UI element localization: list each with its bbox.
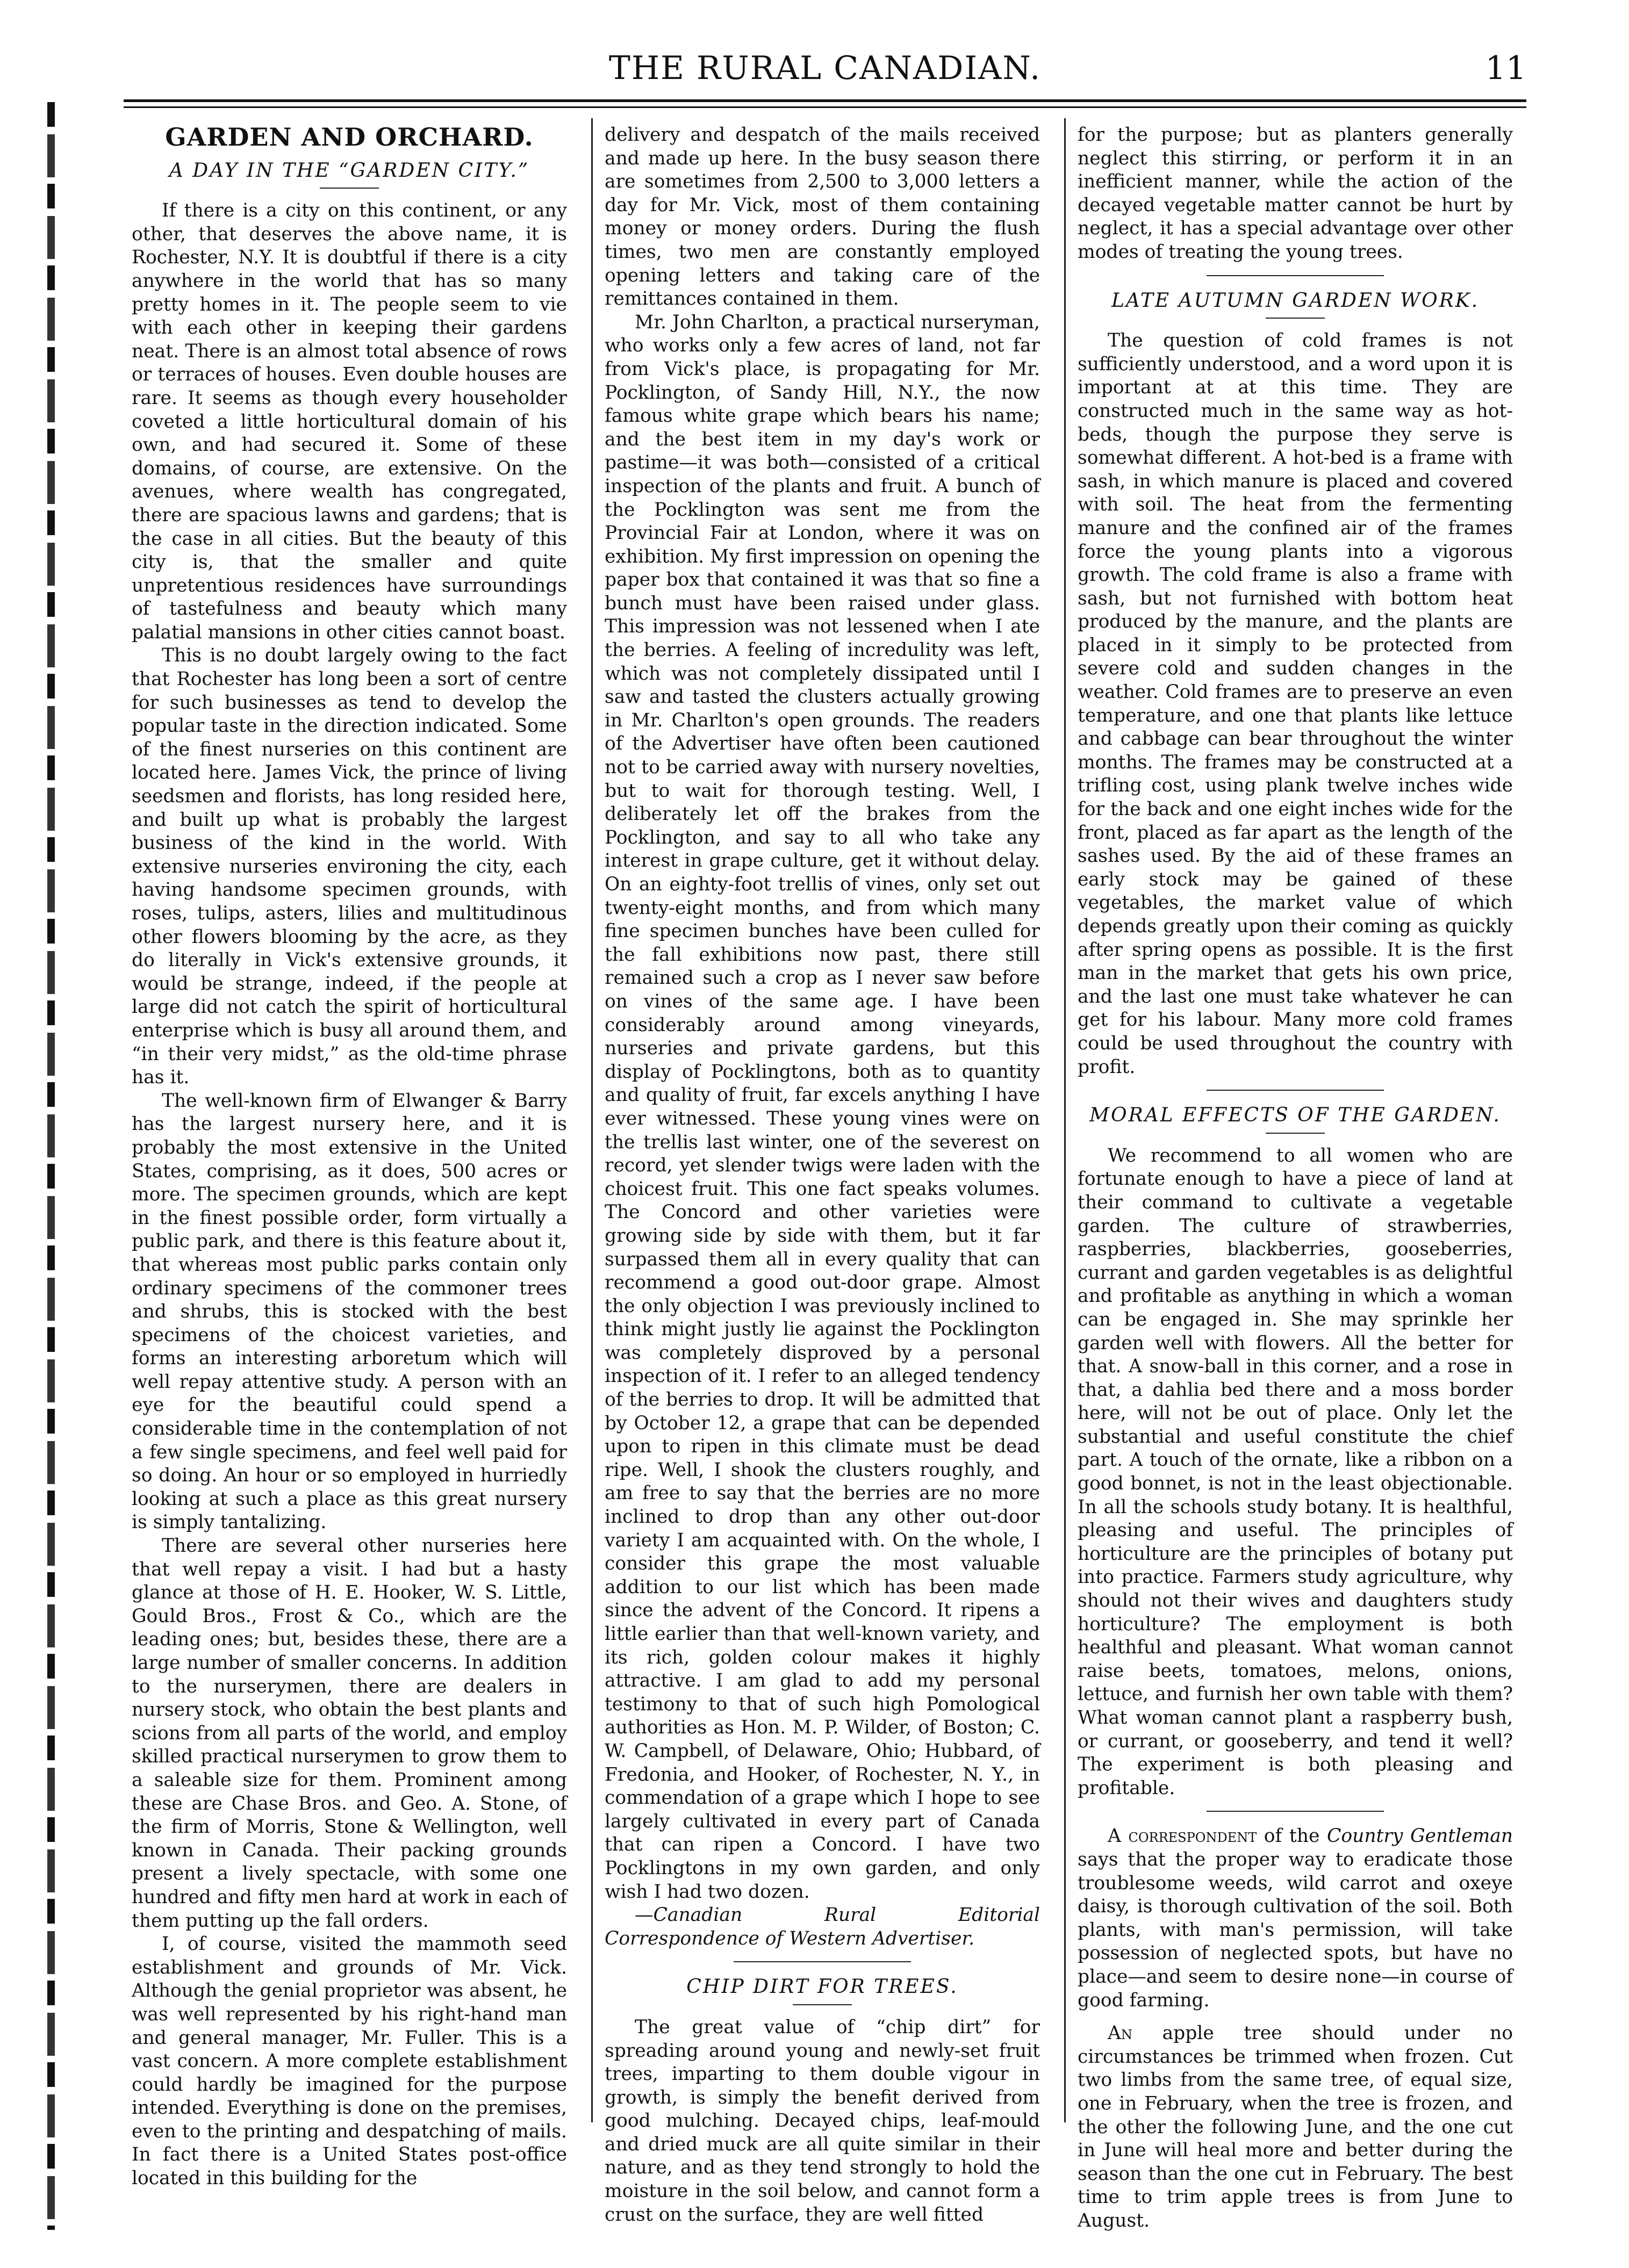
title-rule [1266, 1133, 1325, 1134]
section-heading: GARDEN AND ORCHARD. [165, 123, 534, 152]
article-signature: —Canadian Rural Editorial Correspondence of Western Advertiser. [605, 1904, 1040, 1949]
title-rule [1266, 318, 1325, 319]
publication-title: THE RURAL CANADIAN. [608, 49, 1042, 87]
text-fragment: of the [1257, 1825, 1327, 1847]
paragraph: There are several other nurseries here that well repay a visit. I had but a hasty glance at those of H. E. Hooker, W. S. Little, Gould Bros., Frost & Co., which are the leading ones; but, besides these, there are a large number of smaller concerns. In addition to the nurserymen, there are dealers in nursery stock, who obtain the best plants and scions from all parts of the world, and employ skilled practical nurserymen to grow them to a saleable size for them. Prominent among these are Chase Bros. and Geo. A. Stone, of the firm of Morris, Stone & Wellington, well known in Canada. Their packing grounds present a lively spectacle, with some one hundred and fifty men hard at work in each of them putting up the fall orders. [132, 1535, 567, 1932]
paragraph: We recommend to all women who are fortunate enough to have a piece of land at their command to cultivate a vegetable garden. The culture of strawberries, raspberries, blackberries, gooseberries, currant and garden vegetables is as delightful and profitable as anything in which a woman can be engaged in. She may sprinkle her garden well with flowers. All the better for that. A snow-ball in this corner, and a rose in that, a dahlia bed there and a moss border here, will not be out of place. Only let the substantial and useful constitute the chief part. A touch of the ornate, like a ribbon on a good bonnet, is not in the least objectionable. In all the schools study botany. It is healthful, pleasing and useful. The principles of horticulture are the principles of botany put into practice. Farmers study agriculture, why should not their wives and daughters study horticulture? The employment is both healthful and pleasant. What woman cannot raise beets, tomatoes, melons, onions, lettuce, and furnish her own table with them? What woman cannot plant a raspberry bush, or currant, or gooseberry, and tend it well? The experiment is both pleasing and profitable. [1078, 1144, 1513, 1799]
paragraph: delivery and despatch of the mails received and made up here. In the busy season there are sometimes from 2,500 to 3,000 letters a day for Mr. Vick, most of them containing money or money orders. During the flush times, two men are constantly employed opening letters and taking care of the remittances contained in them. [605, 124, 1040, 310]
paragraph: If there is a city on this continent, or any other, that deserves the above name, it is Rochester, N.Y. It is doubtful if there is a city anywhere in the world that has so many pretty homes in it. The people seem to vie with each other in keeping their gardens neat. There is an almost total absence of rows or terraces of houses. Even double houses are rare. It seems as though every householder coveted a little horticultural domain of his own, and had secured it. Some of these domains, of course, are extensive. On the avenues, where wealth has congregated, there are spacious lawns and gardens; that is the case in all cities. But the beauty of this city is, that the smaller and quite unpretentious residences have surroundings of tastefulness and beauty which many palatial mansions in other cities cannot boast. [132, 200, 567, 643]
column-1 [132, 124, 567, 2191]
article-separator [1207, 1090, 1384, 1091]
article-separator [734, 1961, 911, 1962]
header-rule-bottom [124, 106, 1526, 108]
article-separator [1207, 1811, 1384, 1812]
article-title-late-autumn: LATE AUTUMN GARDEN WORK. [1111, 289, 1480, 312]
paragraph-correspondent [1078, 1825, 1513, 2012]
column-divider-2 [1064, 118, 1066, 2122]
paragraph: This is no doubt largely owing to the fact that Rochester has long been a sort of centre for such businesses as tend to develop the popular taste in the direction indicated. Some of the finest nurseries on this continent are located here. James Vick, the prince of living seedsmen and florists, has long resided here, and built up what is probably the largest business of the kind in the world. With extensive nurseries environing the city, each having handsome specimen grounds, with roses, tulips, asters, lilies and multitudinous other flowers blooming by the acre, as they do literally in Vick's extensive grounds, it would be strange, indeed, if the people at large did not catch the spirit of horticultural enterprise which is busy all around them, and “in their very midst,” as the old-time phrase has it. [132, 645, 567, 1089]
paragraph: Mr. John Charlton, a practical nurseryman, who works only a few acres of land, not far from Vick's place, is propagating for Mr. Pocklington, of Sandy Hill, N.Y., the now famous white grape which bears his name; and the best item in my day's work or pastime—it was both—consisted of a critical inspection of the plants and fruit. A bunch of the Pocklington was sent me from the Provincial Fair at London, where it was on exhibition. My first impression on opening the paper box that contained it was that so fine a bunch must have been raised under glass. This impression was not lessened when I ate the berries. A feeling of incredulity was left, which was not completely dissipated until I saw and tasted the clusters actually growing in Mr. Charlton's open grounds. The readers of the Advertiser have often been cautioned not to be carried away with nursery novelties, but to wait for thorough testing. Well, I deliberately let off the brakes from the Pocklington, and say to all who take any interest in grape culture, get it without delay. On an eighty-foot trellis of vines, only set out twenty-eight months, and from which many fine specimen bunches have been culled for the fall exhibitions now past, there still remained such a crop as I never saw before on vines of the same age. I have been considerably around among vineyards, nurseries and private gardens, but this display of Pocklingtons, both as to quantity and quality of fruit, far excels anything I have ever witnessed. These young vines were on the trellis last winter, one of the severest on record, yet slender twigs were laden with the choicest fruit. This one fact speaks volumes. The Concord and other varieties were growing side by side with them, but it far surpassed them all in every quality that can recommend a good out-door grape. Almost the only objection I was previously inclined to think might justly lie against the Pocklington was completely disproved by a personal inspection of it. I refer to an alleged tendency of the berries to drop. It will be admitted that by October 12, a grape that can be depended upon to ripen in this climate must be dead ripe. Well, I shook the clusters roughly, and am free to say that the berries are no more inclined to drop than any other out-door variety I am acquainted with. On the whole, I consider this grape the most valuable addition to our list which has been made since the advent of the Concord. It ripens a little earlier than that well-known variety, and its rich, golden colour makes it highly attractive. I am glad to add my personal testimony to that of such high Pomological authorities as Hon. M. P. Wilder, of Boston; C. W. Campbell, of Delaware, Ohio; Hubbard, of Fredonia, and Hooker, of Rochester, N. Y., in commendation of a grape which I hope to see largely cultivated in every part of Canada that can ripen a Concord. I have two Pocklingtons in my own garden, and only wish I had two dozen. [605, 311, 1040, 1903]
lead-in: A correspondent [1108, 1825, 1257, 1847]
article-title-garden-city: A DAY IN THE “GARDEN CITY.” [169, 159, 530, 182]
journal-name: Country Gentleman [1326, 1825, 1513, 1847]
column-divider-1 [591, 118, 593, 2122]
paragraph: The great value of “chip dirt” for spreading around young and newly-set fruit trees, imparting to them double vigour in growth, is simply the benefit derived from good mulching. Decayed chips, leaf-mould and dried muck are all quite similar in their nature, and as they tend strongly to hold the moisture in the soil below, and cannot form a crust on the surface, they are well fitted [605, 2016, 1040, 2226]
paragraph: The well-known firm of Elwanger & Barry has the largest nursery here, and it is probably the most extensive in the United States, comprising, as it does, 500 acres or more. The specimen grounds, which are kept in the finest possible order, form virtually a public park, and there is this feature about it, that whereas most public parks contain only ordinary specimens of the commoner trees and shrubs, this is stocked with the best specimens of the choicest varieties, and forms an interesting arboretum which will well repay attentive study. A person with an eye for the beautiful could spend a considerable time in the contemplation of not a few single specimens, and feel well paid for so doing. An hour or so employed in hurriedly looking at such a place as this great nursery is simply tantalizing. [132, 1090, 567, 1533]
article-title-moral-effects: MORAL EFFECTS OF THE GARDEN. [1089, 1104, 1501, 1127]
lead-in: An [1108, 2022, 1132, 2044]
column-3 [1078, 124, 1513, 2233]
text-fragment: apple tree should under no circumstances be trimmed when frozen. Cut two limbs from the same tree, of equal size, one in February, when the tree is frozen, and the other the following June, and the one cut in June will heal more and better during the season than the one cut in February. The best time to trim apple trees is from June to August. [1078, 2022, 1513, 2231]
header-rule-top [124, 99, 1526, 102]
scan-edge-artifact [47, 102, 55, 2230]
article-separator [1207, 275, 1384, 276]
paragraph: I, of course, visited the mammoth seed establishment and grounds of Mr. Vick. Although the genial proprietor was absent, he was well represented by his right-hand man and general manager, Mr. Fuller. This is a vast concern. A more complete establishment could hardly be imagined for the purpose intended. Everything is done on the premises, even to the printing and despatching of mails. In fact there is a United States post-office located in this building for the [132, 1933, 567, 2190]
page-header [124, 49, 1526, 98]
column-2 [605, 124, 1040, 2227]
title-rule [320, 188, 379, 189]
paragraph: The question of cold frames is not sufficiently understood, and a word upon it is important at at this time. They are constructed much in the same way as hot-beds, though the purpose they serve is somewhat different. A hot-bed is a frame with sash, in which manure is placed and covered with soil. The heat from the fermenting manure and the confined air of the frames force the young plants into a vigorous growth. The cold frame is also a frame with sash, but not furnished with bottom heat produced by the manure, and the plants are placed in it simply to be protected from severe cold and sudden changes in the weather. Cold frames are to preserve an even temperature, and one that plants like lettuce and cabbage can bear throughout the winter months. The frames may be constructed at a trifling cost, using plank twelve inches wide for the back and one eight inches wide for the front, placed as far apart as the length of the sashes used. By the aid of these frames an early stock may be gained of these vegetables, the market value of which depends greatly upon their coming as quickly after spring opens as possible. It is the first man in the market that gets his own price, and the last one must take whatever he can get for his labour. Many more cold frames could be used throughout the country with profit. [1078, 330, 1513, 1078]
article-title-chip-dirt: CHIP DIRT FOR TREES. [686, 1976, 958, 1998]
text-fragment: says that the proper way to eradicate those troublesome weeds, wild carrot and oxeye daisy, is thorough cultivation of the soil. Both plants, with man's permission, will take possession of neglected spots, but have no place—and seem to desire none—in course of good farming. [1078, 1848, 1513, 2011]
title-rule [793, 2004, 852, 2005]
paragraph-apple-tree [1078, 2022, 1513, 2233]
page-number: 11 [1485, 49, 1526, 87]
paragraph: for the purpose; but as planters generally neglect this stirring, or perform it in an inefficient manner, while the action of the decayed vegetable matter cannot be hurt by neglect, it has a special advantage over other modes of treating the young trees. [1078, 124, 1513, 263]
